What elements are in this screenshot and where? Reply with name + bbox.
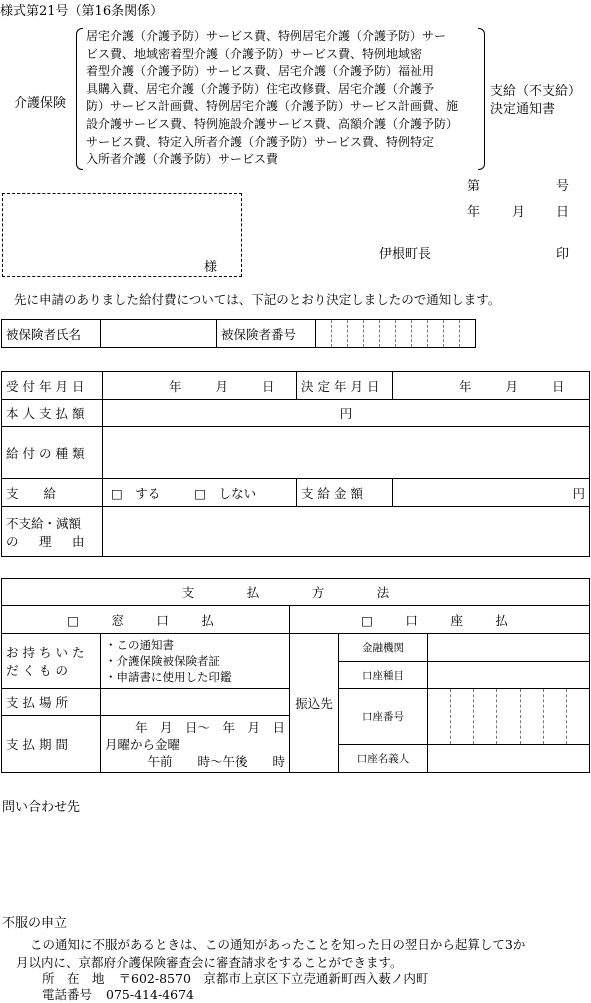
- place-field[interactable]: [101, 689, 290, 716]
- reason-label-line1: 不支給・減額: [6, 515, 82, 531]
- appeal-phone: [42, 985, 194, 1003]
- amount-yen: 円: [572, 485, 585, 501]
- issuer: 伊根町長: [379, 247, 432, 262]
- receipt-date-field[interactable]: [103, 372, 297, 400]
- left-bracket: [76, 28, 83, 170]
- transfer-label: 振込先: [290, 634, 339, 773]
- service-line: 着型介護（介護予防）サービス費、居宅介護（介護予防）福祉用: [86, 64, 435, 79]
- service-line: 防）サービス計画費、特例居宅介護（介護予防）サービス計画費、施: [86, 99, 459, 114]
- date-month: 月: [512, 205, 526, 220]
- benefit-type-field[interactable]: [103, 427, 590, 479]
- payment-table: [1, 578, 590, 773]
- appeal-text-line2: 月以内に、京都府介護保険審査会に審査請求をすることができます。: [16, 955, 403, 970]
- address-label: 所 在 地: [42, 971, 105, 986]
- insured-name-field[interactable]: [101, 320, 217, 348]
- bank-field[interactable]: [428, 634, 590, 662]
- insured-table: [1, 319, 476, 348]
- service-line: 入所者介護（介護予防）サービス費: [86, 152, 279, 167]
- copay-label: 本人支払額: [2, 400, 103, 427]
- window-payment-option[interactable]: □ 窓 口 払: [2, 606, 290, 634]
- bring-items: [101, 634, 290, 689]
- intro-text: 先に申請のありました給付費については、下記のとおり決定しましたので通知します。: [14, 292, 501, 307]
- pay-yes-checkbox[interactable]: □ する: [111, 485, 161, 501]
- receipt-year: 年: [169, 378, 182, 394]
- inquiry-label: 問い合わせ先: [2, 800, 81, 815]
- address-value: 〒602‐8570 京都市上京区下立売通新町西入薮ノ内町: [118, 971, 429, 986]
- bring-label: [2, 634, 101, 689]
- service-line: 居宅介護（介護予防）サービス費、特例居宅介護（介護予防）サー: [86, 29, 447, 43]
- service-line: 設介護サービス費、特例施設介護サービス費、高額介護（介護予防）: [86, 116, 459, 131]
- payment-method-title: 支 払 方 法: [2, 579, 590, 606]
- period-dates: 年 月 日～ 年 月 日: [134, 719, 285, 735]
- form-number: 様式第21号（第16条関係）: [0, 4, 164, 19]
- decision-day: 日: [552, 378, 565, 394]
- period-hours: 午前 時～午後 時: [147, 753, 285, 769]
- seal-mark: 印: [556, 247, 570, 262]
- period-field: [101, 716, 290, 773]
- period-label: 支払期間: [2, 716, 101, 773]
- service-line: サービス費、特定入所者介護（介護予防）サービス費、特例特定: [86, 134, 435, 149]
- decision-table: [1, 371, 590, 557]
- service-line: 具購入費、居宅介護（介護予防）住宅改修費、居宅介護（介護予: [86, 81, 435, 96]
- date-year: 年: [467, 205, 481, 220]
- account-payment-option[interactable]: □ 口 座 払: [290, 606, 590, 634]
- bring-item: ・介護保険被保険者証: [105, 654, 220, 668]
- account-number-field[interactable]: [428, 689, 590, 745]
- service-line: ビス費、地域密着型介護（介護予防）サービス費、特例地域密: [86, 46, 423, 61]
- insured-number-field[interactable]: [316, 320, 476, 348]
- decision-date-label: 決定年月日: [297, 372, 393, 400]
- receipt-day: 日: [262, 378, 275, 394]
- decision-date-field[interactable]: [393, 372, 590, 400]
- bring-item: ・申請書に使用した印鑑: [105, 670, 232, 684]
- receipt-month: 月: [215, 378, 229, 394]
- insured-name-label: 被保険者氏名: [2, 320, 101, 348]
- doc-title-line1: 支給（不支給）: [490, 84, 582, 99]
- place-label: 支払場所: [2, 689, 101, 716]
- period-days: 月曜から金曜: [105, 736, 181, 752]
- copay-field[interactable]: [103, 400, 590, 427]
- receipt-date-label: 受付年月日: [2, 372, 103, 400]
- account-holder-label: 口座名義人: [339, 745, 428, 773]
- insured-number-label: 被保険者番号: [217, 320, 316, 348]
- account-number-label: 口座番号: [339, 689, 428, 745]
- phone-value: 075‐414‐4674: [106, 987, 194, 1002]
- service-list: [86, 28, 478, 169]
- account-type-field[interactable]: [428, 662, 590, 689]
- pay-no-checkbox[interactable]: □ しない: [194, 485, 257, 501]
- bring-label-line2: だくもの: [6, 663, 73, 678]
- doc-no-dai: 第: [467, 179, 481, 194]
- addressee-suffix: 様: [204, 260, 218, 275]
- phone-label: 電話番号: [42, 987, 93, 1002]
- reason-field[interactable]: [103, 507, 590, 557]
- doc-no-go: 号: [556, 179, 570, 194]
- reason-label-line2: の 理 由: [6, 533, 89, 549]
- bring-item: ・この通知書: [105, 638, 174, 652]
- pay-label: 支 給: [2, 479, 103, 507]
- decision-year: 年: [459, 378, 472, 394]
- header-prefix: 介護保険: [14, 96, 67, 111]
- reason-label: [2, 507, 103, 557]
- date-day: 日: [556, 205, 570, 220]
- pay-options: [103, 479, 297, 507]
- account-type-label: 口座種目: [339, 662, 428, 689]
- copay-yen: 円: [339, 406, 353, 421]
- benefit-type-label: 給付の種類: [2, 427, 103, 479]
- bank-label: 金融機関: [339, 634, 428, 662]
- account-holder-field[interactable]: [428, 745, 590, 773]
- doc-title-line2: 決定通知書: [490, 102, 556, 117]
- amount-label: 支給金額: [297, 479, 393, 507]
- bring-label-line1: お持ちいた: [6, 645, 89, 660]
- appeal-text-line1: この通知に不服があるときは、この通知があったことを知った日の翌日から起算して3か: [30, 937, 526, 952]
- appeal-heading: 不服の申立: [2, 916, 68, 931]
- decision-month: 月: [505, 378, 519, 394]
- amount-field[interactable]: [393, 479, 590, 507]
- right-bracket: [478, 28, 485, 170]
